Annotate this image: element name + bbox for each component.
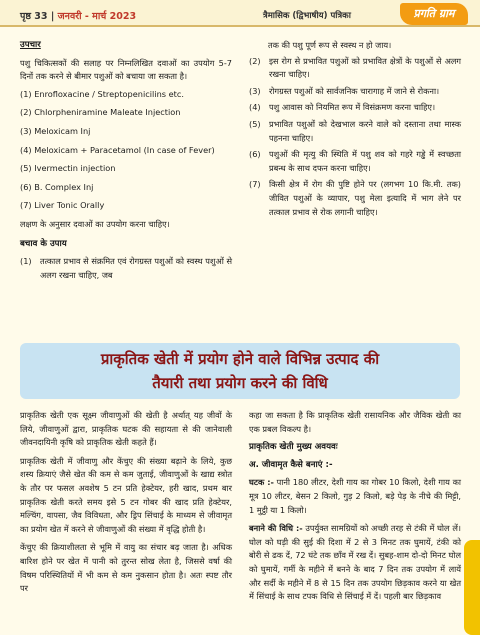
medicine-item: (3) Meloxicam Inj bbox=[20, 125, 91, 136]
magazine-type: त्रैमासिक (द्विभाषीय) पत्रिका bbox=[263, 11, 351, 21]
prevention-text: पशु आवास को नियमित रूप में विसंक्रमण करना चाहिए। bbox=[269, 102, 436, 113]
article-title-line-1: प्राकृतिक खेती में प्रयोग होने वाले विभिन्न उत्पाद की bbox=[100, 350, 380, 368]
prevention-points-list bbox=[249, 55, 461, 220]
ingredients-label: घटक :- bbox=[249, 477, 274, 488]
header-separator: | bbox=[47, 11, 58, 22]
prevention-text: इस रोग से प्रभावित पशुओं को प्रभावित क्षेत्रों के पशुओं से अलग रखना चाहिए। bbox=[269, 55, 461, 80]
natural-farming-intro bbox=[20, 409, 232, 596]
prevention-text: प्रभावित पशुओं को देखभाल करने वाले को दस्ताना तथा मास्क पहनना चाहिए। bbox=[269, 118, 461, 143]
medicine-item: (6) B. Complex Inj bbox=[20, 181, 94, 192]
medicine-item: (5) Ivermectin injection bbox=[20, 163, 116, 174]
prevention-text: पशुओं की मृत्यु की स्थिति में पशु शव को गहरे गड्ढे में स्वच्छता प्रबन्ध के साथ दफन करना चाहिए। bbox=[269, 149, 461, 173]
article-title-line-2: तैयारी तथा प्रयोग करने की विधि bbox=[152, 374, 328, 392]
medicine-item: (2) Chlorpheniramine Maleate Injection bbox=[20, 107, 181, 118]
page-edge-tab bbox=[464, 540, 480, 635]
prevention-point bbox=[249, 55, 461, 82]
prevention-point-1 bbox=[20, 255, 232, 282]
prevention-point bbox=[249, 118, 461, 145]
magazine-logo: प्रगति ग्राम bbox=[400, 3, 468, 25]
prevention-point bbox=[249, 178, 461, 219]
intro-paragraph-1: प्राकृतिक खेती एक सूक्ष्म जीवाणुओं की खेती है अर्थात् यह जीवों के लिये, जीवाणुओं द्वारा, प्राकृतिक घटक की सहायता से की जानेवाली जीवनदायिनी कृषि को प्राकृतिक खेती कहते हैं। bbox=[20, 410, 232, 448]
prevention-number: (7) bbox=[249, 179, 261, 190]
intro-paragraph-3: केंचुए की क्रियाशीलता से भूमि में वायु का संचार बढ़ जाता है। अधिक बारिश होने पर खेत में पानी को तुरन्त सोख लेता है, जिससे वर्षा की विषम परिस्थितियों में भी कम से कम नुकसान होता है। अतः स्पष्ट तौर पर bbox=[20, 542, 232, 594]
prevention-number: (4) bbox=[249, 102, 261, 113]
components-heading: प्राकृतिक खेती मुख्य अवयवः bbox=[249, 442, 338, 453]
medicine-item: (1) Enrofloxacine / Streptopenicilins etc. bbox=[20, 88, 184, 99]
prevention-point bbox=[249, 148, 461, 175]
conclusion-paragraph: कहा जा सकता है कि प्राकृतिक खेती रासायनिक और जैविक खेती का एक प्रबल विकल्प है। bbox=[249, 410, 461, 434]
medicine-list bbox=[20, 88, 232, 213]
prevention-text: रोगग्रस्त पशुओं को सार्वजनिक चारागाह में जाने से रोकना। bbox=[269, 85, 440, 96]
jeevamrit-section bbox=[249, 409, 461, 604]
prevention-point bbox=[249, 101, 461, 115]
prevention-continued bbox=[249, 39, 461, 222]
prevention-heading: बचाव के उपाय bbox=[20, 238, 67, 249]
page-number: पृष्ठ 33 bbox=[20, 11, 48, 22]
page-header bbox=[0, 0, 480, 27]
ingredients-paragraph bbox=[249, 476, 461, 517]
jeevamrit-heading: अ. जीवामृत कैसे बनाएं :- bbox=[249, 459, 333, 470]
prevention-number: (2) bbox=[249, 55, 261, 66]
prevention-number: (3) bbox=[249, 85, 261, 96]
page-number-and-date bbox=[20, 9, 136, 22]
method-text: उपर्युक्त सामग्रियों को अच्छी तरह से टंकी में घोल लें। घोल को घड़ी की सुई की दिशा में 2 से 3 मिनट तक घुमायें, टंकी को बोरी से ढक दें, 72 घंटे तक छाँव में रख दें। सुबह-शाम दो-दो मिनट घोल को घुमायें, गर्मी के महीने में बनने के बाद 7 दिन तक उपयोग में लायें और सर्दी के महीने में 8 से 15 दिन तक उपयोग छिड़काव करने या खेत में सिंचाई के साथ टपक विधि से सिंचाई में दें। पहली बार छिड़काव bbox=[249, 523, 461, 602]
article-title-banner bbox=[20, 343, 460, 399]
prevention-text: तत्काल प्रभाव से संक्रमित एवं रोगग्रस्त पशुओं को स्वस्थ पशुओं से अलग रखना चाहिए, जब bbox=[40, 256, 232, 280]
medicine-item: (7) Liver Tonic Orally bbox=[20, 200, 105, 211]
prevention-continuation: तक की पशु पूर्ण रूप से स्वस्थ न हो जाय। bbox=[268, 40, 392, 50]
medicine-item: (4) Meloxicam + Paracetamol (In case of Fever) bbox=[20, 144, 215, 155]
prevention-number: (1) bbox=[20, 256, 32, 267]
prevention-number: (5) bbox=[249, 118, 261, 129]
intro-paragraph-2: प्राकृतिक खेती में जीवाणु और केंचुए की संख्या बढ़ाने के लिये, कुछ शस्य क्रियाएं जैसे खेत की कम से कम जुताई, जीवाणुओं के खाद्य स्त्रोत के तौर पर फसल अवशेष 5 टन प्रति हेक्टेयर, हरी खाद, प्रथम बार प्राकृतिक खेती करते समय इसे 5 टन गोबर की खाद प्रति हेक्टेयर, मल्चिंग, वापसा, जैव विविधता, और ड्रिप सिंचाई के माध्यम से जीवामृत का प्रयोग खेत में करने से जीवाणुओं की संख्या में वृद्धि होती है। bbox=[20, 455, 232, 534]
symptom-note: लक्षण के अनुसार दवाओं का उपयोग करना चाहिए। bbox=[20, 218, 170, 229]
ingredients-text: पानी 180 लीटर, देशी गाय का गोबर 10 किलो, देशी गाय का मूत्र 10 लीटर, बेसन 2 किलो, गुड़ 2 किलो, बड़े पेड़ के नीचे की मिट्टी, 1 मुट्ठी या 1 किलो। bbox=[249, 477, 461, 515]
treatment-heading: उपचार bbox=[20, 40, 41, 50]
prevention-point bbox=[249, 85, 461, 99]
method-label: बनाने की विधि :- bbox=[249, 523, 303, 534]
treatment-section bbox=[20, 39, 232, 282]
prevention-number: (6) bbox=[249, 149, 261, 160]
issue-date: जनवरी - मार्च 2023 bbox=[57, 11, 137, 22]
prevention-text: किसी क्षेत्र में रोग की पुष्टि होने पर (लगभग 10 कि.मी. तक) जीवित पशुओं के व्यापार, पशु मेला इत्यादि में भाग लेने पर तत्काल प्रभाव से रोक लगानी चाहिए। bbox=[269, 179, 461, 217]
treatment-intro: पशु चिकित्सकों की सलाह पर निम्नलिखित दवाओं का उपयोग 5-7 दिनों तक करने से बीमार पशुओं को बचाया जा सकता है। bbox=[20, 57, 232, 82]
method-paragraph bbox=[249, 522, 461, 604]
